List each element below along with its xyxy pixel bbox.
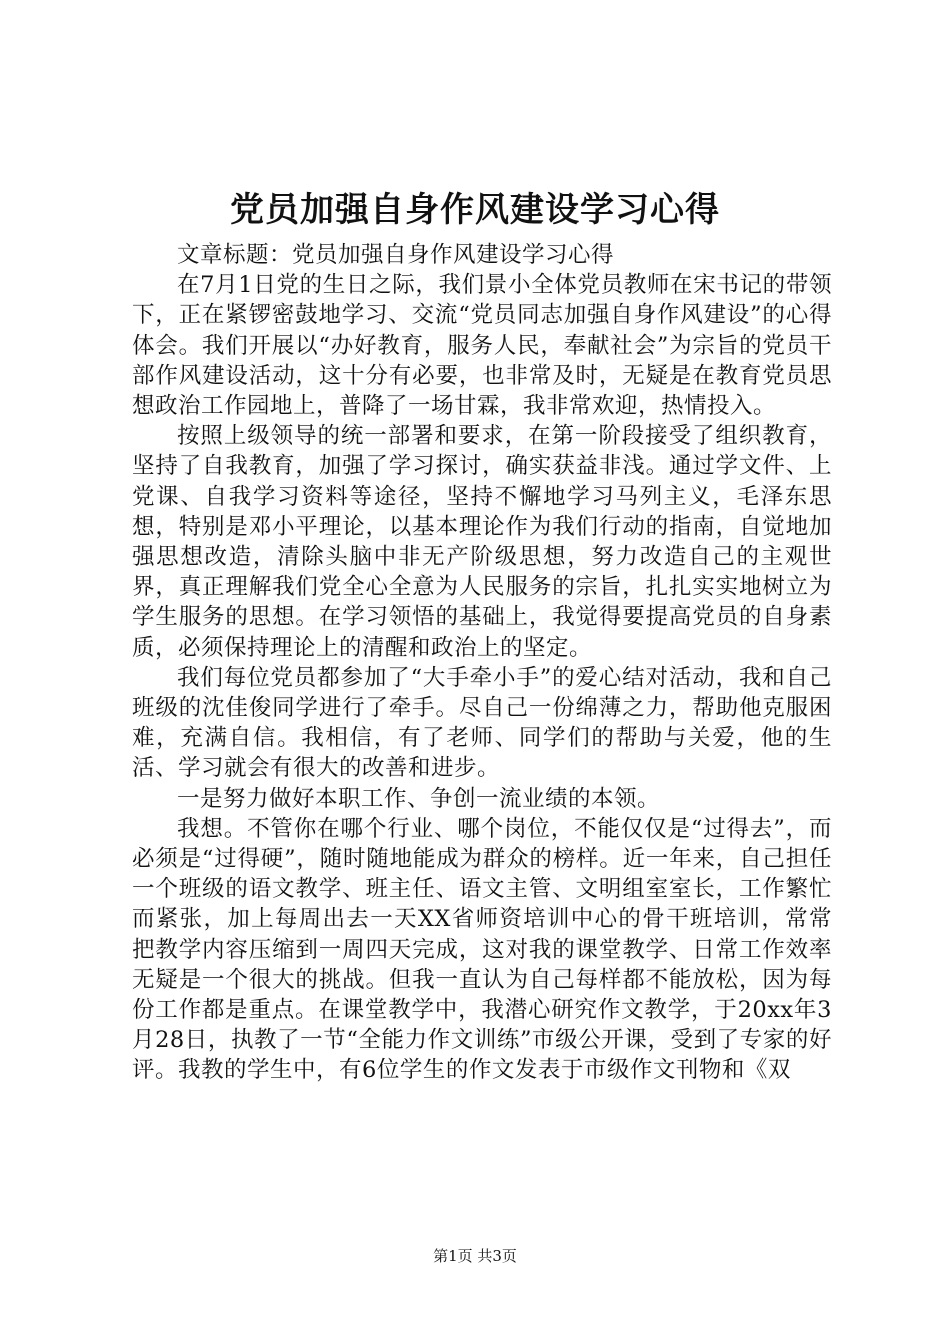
document-body — [132, 240, 832, 1086]
paragraph-intro: 在7月1日党的生日之际，我们景小全体党员教师在宋书记的带领下，正在紧锣密鼓地学习、交流“党员同志加强自身作风建设”的心得体会。我们开展以“办好教育，服务人民，奉献社会”为宗旨的党员干部作风建设活动，这十分有必要，也非常及时，无疑是在教育党员思想政治工作园地上，普降了一场甘霖，我非常欢迎，热情投入。 — [132, 272, 832, 420]
document-title: 党员加强自身作风建设学习心得 — [230, 190, 720, 230]
paragraph-pairing: 我们每位党员都参加了“大手牵小手”的爱心结对活动，我和自己班级的沈佳俊同学进行了牵手。尽自己一份绵薄之力，帮助他克服困难，充满自信。我相信，有了老师、同学们的帮助与关爱，他的生活、学习就会有很大的改善和进步。 — [132, 664, 832, 782]
page-number-footer: 第1页 共3页 — [433, 1247, 517, 1265]
paragraph-study: 按照上级领导的统一部署和要求，在第一阶段接受了组织教育，坚持了自我教育，加强了学习探讨，确实获益非浅。通过学文件、上党课、自我学习资料等途径，坚持不懈地学习马列主义，毛泽东思想，特别是邓小平理论，以基本理论作为我们行动的指南，自觉地加强思想改造，清除头脑中非无产阶级思想，努力改造自己的主观世界，真正理解我们党全心全意为人民服务的宗旨，扎扎实实地树立为学生服务的思想。在学习领悟的基础上，我觉得要提高党员的自身素质，必须保持理论上的清醒和政治上的坚定。 — [132, 423, 832, 661]
paragraph-work: 我想。不管你在哪个行业、哪个岗位，不能仅仅是“过得去”，而必须是“过得硬”，随时随地能成为群众的榜样。近一年来，自己担任一个班级的语文教学、班主任、语文主管、文明组室室长，工作繁忙而紧张，加上每周出去一天XX省师资培训中心的骨干班培训，常常把教学内容压缩到一周四天完成，这对我的课堂教学、日常工作效率无疑是一个很大的挑战。但我一直认为自己每样都不能放松，因为每份工作都是重点。在课堂教学中，我潜心研究作文教学，于20xx年3月28日，执教了一节“全能力作文训练”市级公开课，受到了专家的好评。我教的学生中，有6位学生的作文发表于市级作文刊物和《双 — [132, 815, 832, 1084]
article-heading-line: 文章标题：党员加强自身作风建设学习心得 — [177, 242, 615, 268]
paragraph-point-one: 一是努力做好本职工作、争创一流业绩的本领。 — [177, 785, 661, 812]
